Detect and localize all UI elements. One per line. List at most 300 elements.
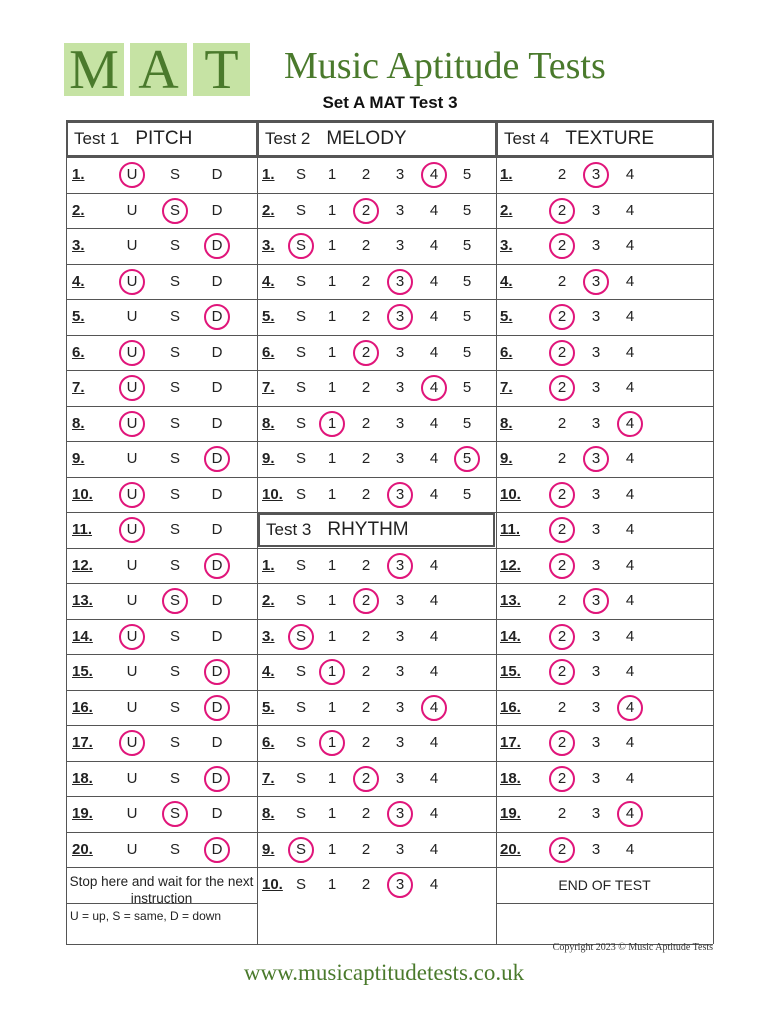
row-divider: [496, 654, 713, 655]
pitch-option-S[interactable]: S: [169, 734, 180, 751]
pitch-option-U-selected[interactable]: U: [119, 375, 145, 401]
row-divider: [257, 832, 496, 833]
row-divider: [496, 441, 713, 442]
melody-option-4[interactable]: 4: [429, 201, 439, 219]
pitch-option-S[interactable]: S: [169, 663, 180, 680]
rhythm-option-4[interactable]: 4: [429, 627, 439, 645]
rhythm-option-3[interactable]: 3: [395, 769, 405, 787]
rhythm-question-number: 7.: [262, 769, 275, 787]
melody-option-2[interactable]: 2: [361, 485, 371, 503]
pitch-option-U-selected[interactable]: U: [119, 730, 145, 756]
texture-question-number: 18.: [500, 769, 521, 787]
pitch-option-S[interactable]: S: [169, 769, 180, 787]
melody-option-1[interactable]: 1: [327, 450, 337, 467]
pitch-option-U-selected[interactable]: U: [119, 411, 145, 437]
pitch-option-D[interactable]: D: [211, 734, 223, 751]
pitch-option-D[interactable]: D: [211, 627, 223, 645]
test-label: MELODY: [326, 128, 407, 149]
melody-question-number: 6.: [262, 343, 275, 361]
pitch-option-U-selected[interactable]: U: [119, 482, 145, 508]
texture-option-2[interactable]: 2: [557, 414, 567, 432]
texture-option-4[interactable]: 4: [625, 379, 635, 396]
texture-option-3[interactable]: 3: [591, 379, 601, 396]
column-divider: [66, 120, 67, 944]
melody-option-3[interactable]: 3: [395, 343, 405, 361]
melody-option-S[interactable]: S: [295, 379, 306, 396]
rhythm-option-2[interactable]: 2: [361, 840, 371, 858]
texture-option-2-selected[interactable]: 2: [549, 659, 575, 685]
pitch-option-U[interactable]: U: [126, 698, 138, 716]
rhythm-option-2[interactable]: 2: [361, 556, 371, 574]
texture-option-3[interactable]: 3: [591, 343, 601, 361]
column-divider: [496, 120, 497, 944]
melody-option-1[interactable]: 1: [327, 237, 337, 254]
pitch-option-D-selected[interactable]: D: [204, 553, 230, 579]
pitch-option-U-selected[interactable]: U: [119, 340, 145, 366]
rhythm-option-1[interactable]: 1: [327, 805, 337, 822]
row-divider: [66, 264, 257, 265]
pitch-option-S[interactable]: S: [169, 450, 180, 467]
row-divider: [257, 548, 496, 549]
texture-option-4[interactable]: 4: [625, 734, 635, 751]
melody-option-2[interactable]: 2: [361, 166, 371, 183]
texture-option-4[interactable]: 4: [625, 237, 635, 254]
melody-option-S[interactable]: S: [295, 485, 306, 503]
pitch-question-number: 12.: [72, 556, 93, 574]
pitch-option-D[interactable]: D: [211, 805, 223, 822]
texture-question-number: 9.: [500, 450, 513, 467]
rhythm-option-1-selected[interactable]: 1: [319, 659, 345, 685]
pitch-option-S[interactable]: S: [169, 379, 180, 396]
melody-option-3[interactable]: 3: [395, 201, 405, 219]
rhythm-option-S[interactable]: S: [295, 769, 306, 787]
texture-question-number: 5.: [500, 308, 513, 325]
texture-option-3-selected[interactable]: 3: [583, 446, 609, 472]
rhythm-option-S[interactable]: S: [295, 592, 306, 609]
pitch-option-U[interactable]: U: [126, 556, 138, 574]
texture-option-3[interactable]: 3: [591, 734, 601, 751]
test-number: Test 2: [265, 129, 311, 148]
logo-letter-a: A: [130, 43, 187, 96]
pitch-option-U[interactable]: U: [126, 840, 138, 858]
rhythm-option-4[interactable]: 4: [429, 734, 439, 751]
rhythm-option-S[interactable]: S: [295, 734, 306, 751]
rhythm-option-3[interactable]: 3: [395, 734, 405, 751]
header-rhythm: [258, 513, 495, 547]
texture-option-3-selected[interactable]: 3: [583, 588, 609, 614]
rhythm-option-1[interactable]: 1: [327, 627, 337, 645]
melody-option-4-selected[interactable]: 4: [421, 162, 447, 188]
pitch-option-S[interactable]: S: [169, 627, 180, 645]
texture-option-2[interactable]: 2: [557, 450, 567, 467]
melody-option-3-selected[interactable]: 3: [387, 482, 413, 508]
pitch-option-S[interactable]: S: [169, 308, 180, 325]
texture-option-2-selected[interactable]: 2: [549, 730, 575, 756]
texture-option-2-selected[interactable]: 2: [549, 340, 575, 366]
rhythm-option-4[interactable]: 4: [429, 592, 439, 609]
melody-option-1[interactable]: 1: [327, 272, 337, 290]
rhythm-option-2[interactable]: 2: [361, 734, 371, 751]
texture-option-4[interactable]: 4: [625, 201, 635, 219]
texture-question-number: 20.: [500, 840, 521, 858]
pitch-option-D-selected[interactable]: D: [204, 695, 230, 721]
melody-option-5[interactable]: 5: [462, 414, 472, 432]
pitch-option-D-selected[interactable]: D: [204, 837, 230, 863]
texture-option-3-selected[interactable]: 3: [583, 162, 609, 188]
pitch-option-D[interactable]: D: [211, 414, 223, 432]
row-divider: [66, 761, 257, 762]
pitch-option-U-selected[interactable]: U: [119, 269, 145, 295]
row-divider: [496, 299, 713, 300]
melody-question-number: 8.: [262, 414, 275, 432]
melody-option-4[interactable]: 4: [429, 485, 439, 503]
texture-option-4[interactable]: 4: [625, 627, 635, 645]
pitch-option-S[interactable]: S: [169, 414, 180, 432]
texture-option-2[interactable]: 2: [557, 698, 567, 716]
rhythm-option-S[interactable]: S: [295, 698, 306, 716]
pitch-option-U[interactable]: U: [126, 592, 138, 609]
melody-option-5[interactable]: 5: [462, 485, 472, 503]
test-label: TEXTURE: [565, 128, 655, 149]
logo-letter-t: T: [193, 43, 250, 96]
melody-option-3[interactable]: 3: [395, 414, 405, 432]
melody-option-5-selected[interactable]: 5: [454, 446, 480, 472]
pitch-option-U[interactable]: U: [126, 308, 138, 325]
rhythm-option-3[interactable]: 3: [395, 663, 405, 680]
melody-option-1-selected[interactable]: 1: [319, 411, 345, 437]
rhythm-question-number: 2.: [262, 592, 275, 609]
pitch-option-U[interactable]: U: [126, 769, 138, 787]
melody-option-S[interactable]: S: [295, 272, 306, 290]
melody-option-5[interactable]: 5: [462, 308, 472, 325]
melody-option-4[interactable]: 4: [429, 414, 439, 432]
texture-option-4-selected[interactable]: 4: [617, 411, 643, 437]
pitch-option-D[interactable]: D: [211, 166, 223, 183]
melody-option-2[interactable]: 2: [361, 450, 371, 467]
texture-option-4[interactable]: 4: [625, 450, 635, 467]
header-pitch: [66, 121, 258, 157]
row-divider: [496, 370, 713, 371]
texture-option-2-selected[interactable]: 2: [549, 198, 575, 224]
texture-option-3-selected[interactable]: 3: [583, 269, 609, 295]
texture-question-number: 10.: [500, 485, 521, 503]
pitch-option-U-selected[interactable]: U: [119, 517, 145, 543]
rhythm-option-3[interactable]: 3: [395, 698, 405, 716]
texture-question-number: 8.: [500, 414, 513, 432]
row-divider: [257, 867, 496, 868]
pitch-option-D-selected[interactable]: D: [204, 446, 230, 472]
melody-option-S[interactable]: S: [295, 450, 306, 467]
rhythm-option-3-selected[interactable]: 3: [387, 553, 413, 579]
melody-option-3[interactable]: 3: [395, 379, 405, 396]
texture-option-4[interactable]: 4: [625, 840, 635, 858]
rhythm-option-S[interactable]: S: [295, 876, 306, 893]
melody-option-1[interactable]: 1: [327, 379, 337, 396]
texture-option-2[interactable]: 2: [557, 805, 567, 822]
melody-option-1[interactable]: 1: [327, 201, 337, 219]
texture-option-3[interactable]: 3: [591, 769, 601, 787]
texture-option-2-selected[interactable]: 2: [549, 766, 575, 792]
texture-option-2-selected[interactable]: 2: [549, 233, 575, 259]
melody-option-2[interactable]: 2: [361, 379, 371, 396]
rhythm-option-3[interactable]: 3: [395, 840, 405, 858]
melody-option-4-selected[interactable]: 4: [421, 375, 447, 401]
melody-option-4[interactable]: 4: [429, 237, 439, 254]
rhythm-option-4[interactable]: 4: [429, 556, 439, 574]
melody-option-S[interactable]: S: [295, 343, 306, 361]
texture-option-4[interactable]: 4: [625, 343, 635, 361]
rhythm-option-3[interactable]: 3: [395, 592, 405, 609]
rhythm-option-S[interactable]: S: [295, 556, 306, 574]
pitch-option-S[interactable]: S: [169, 272, 180, 290]
rhythm-option-3-selected[interactable]: 3: [387, 872, 413, 898]
rhythm-option-4[interactable]: 4: [429, 876, 439, 893]
row-divider: [496, 477, 713, 478]
melody-option-3[interactable]: 3: [395, 166, 405, 183]
rhythm-option-4[interactable]: 4: [429, 663, 439, 680]
rhythm-option-4-selected[interactable]: 4: [421, 695, 447, 721]
pitch-question-number: 16.: [72, 698, 93, 716]
texture-option-3[interactable]: 3: [591, 840, 601, 858]
rhythm-option-2[interactable]: 2: [361, 698, 371, 716]
row-divider: [66, 157, 257, 158]
melody-option-4[interactable]: 4: [429, 308, 439, 325]
header-texture: [496, 121, 714, 157]
copyright-notice: Copyright 2023 © Music Aptitude Tests: [552, 942, 713, 953]
rhythm-option-1[interactable]: 1: [327, 769, 337, 787]
pitch-option-S[interactable]: S: [169, 237, 180, 254]
melody-option-S[interactable]: S: [295, 166, 306, 183]
pitch-option-S[interactable]: S: [169, 840, 180, 858]
test-number: Test 1: [74, 129, 120, 148]
row-divider: [66, 477, 257, 478]
texture-option-4-selected[interactable]: 4: [617, 695, 643, 721]
texture-option-3[interactable]: 3: [591, 485, 601, 503]
rhythm-option-4[interactable]: 4: [429, 840, 439, 858]
row-divider: [257, 583, 496, 584]
row-divider: [496, 725, 713, 726]
melody-option-1[interactable]: 1: [327, 343, 337, 361]
melody-option-S[interactable]: S: [295, 201, 306, 219]
melody-option-2[interactable]: 2: [361, 308, 371, 325]
pitch-option-S[interactable]: S: [169, 343, 180, 361]
rhythm-option-1-selected[interactable]: 1: [319, 730, 345, 756]
texture-option-3[interactable]: 3: [591, 805, 601, 822]
row-divider: [66, 193, 257, 194]
pitch-option-S-selected[interactable]: S: [162, 198, 188, 224]
texture-option-3[interactable]: 3: [591, 521, 601, 538]
row-divider: [496, 761, 713, 762]
pitch-option-D-selected[interactable]: D: [204, 766, 230, 792]
pitch-option-U[interactable]: U: [126, 450, 138, 467]
rhythm-question-number: 1.: [262, 556, 275, 574]
pitch-question-number: 7.: [72, 379, 85, 396]
rhythm-question-number: 4.: [262, 663, 275, 680]
rhythm-option-4[interactable]: 4: [429, 805, 439, 822]
rhythm-option-S[interactable]: S: [295, 663, 306, 680]
pitch-option-S[interactable]: S: [169, 556, 180, 574]
melody-option-5[interactable]: 5: [462, 272, 472, 290]
texture-option-3[interactable]: 3: [591, 308, 601, 325]
rhythm-option-1[interactable]: 1: [327, 876, 337, 893]
melody-option-3-selected[interactable]: 3: [387, 269, 413, 295]
pitch-option-D[interactable]: D: [211, 521, 223, 538]
melody-option-S[interactable]: S: [295, 308, 306, 325]
rhythm-option-2-selected[interactable]: 2: [353, 766, 379, 792]
texture-option-3[interactable]: 3: [591, 201, 601, 219]
texture-option-2-selected[interactable]: 2: [549, 624, 575, 650]
pitch-option-D[interactable]: D: [211, 379, 223, 396]
rhythm-option-S[interactable]: S: [295, 805, 306, 822]
melody-option-2-selected[interactable]: 2: [353, 340, 379, 366]
pitch-option-D[interactable]: D: [211, 343, 223, 361]
texture-option-2-selected[interactable]: 2: [549, 482, 575, 508]
rhythm-option-1[interactable]: 1: [327, 840, 337, 858]
row-divider: [257, 761, 496, 762]
pitch-option-D-selected[interactable]: D: [204, 304, 230, 330]
rhythm-option-3[interactable]: 3: [395, 627, 405, 645]
pitch-option-S[interactable]: S: [169, 485, 180, 503]
website-url[interactable]: www.musicaptitudetests.co.uk: [243, 960, 525, 985]
pitch-option-U[interactable]: U: [126, 237, 138, 254]
row-divider: [257, 654, 496, 655]
rhythm-option-1[interactable]: 1: [327, 592, 337, 609]
row-divider: [496, 157, 713, 158]
row-divider: [257, 228, 496, 229]
rhythm-option-1[interactable]: 1: [327, 698, 337, 716]
texture-option-4[interactable]: 4: [625, 308, 635, 325]
rhythm-option-3-selected[interactable]: 3: [387, 801, 413, 827]
texture-option-3[interactable]: 3: [591, 698, 601, 716]
pitch-option-D[interactable]: D: [211, 272, 223, 290]
pitch-question-number: 3.: [72, 237, 85, 254]
melody-option-2[interactable]: 2: [361, 414, 371, 432]
pitch-option-D-selected[interactable]: D: [204, 233, 230, 259]
pitch-option-S[interactable]: S: [169, 166, 180, 183]
melody-option-1[interactable]: 1: [327, 166, 337, 183]
texture-option-3[interactable]: 3: [591, 556, 601, 574]
melody-option-1[interactable]: 1: [327, 308, 337, 325]
row-divider: [66, 406, 257, 407]
melody-option-5[interactable]: 5: [462, 343, 472, 361]
pitch-option-D[interactable]: D: [211, 201, 223, 219]
pitch-option-S-selected[interactable]: S: [162, 588, 188, 614]
melody-option-3-selected[interactable]: 3: [387, 304, 413, 330]
row-divider: [496, 193, 713, 194]
rhythm-question-number: 8.: [262, 805, 275, 822]
melody-option-5[interactable]: 5: [462, 166, 472, 183]
pitch-option-U[interactable]: U: [126, 663, 138, 680]
melody-option-4[interactable]: 4: [429, 343, 439, 361]
row-divider: [66, 228, 257, 229]
rhythm-option-2[interactable]: 2: [361, 805, 371, 822]
rhythm-option-2[interactable]: 2: [361, 663, 371, 680]
rhythm-option-2[interactable]: 2: [361, 627, 371, 645]
melody-option-3[interactable]: 3: [395, 450, 405, 467]
row-divider: [496, 903, 713, 904]
texture-option-3[interactable]: 3: [591, 237, 601, 254]
row-divider: [496, 228, 713, 229]
rhythm-option-1[interactable]: 1: [327, 556, 337, 574]
rhythm-option-4[interactable]: 4: [429, 769, 439, 787]
melody-option-5[interactable]: 5: [462, 237, 472, 254]
texture-option-4-selected[interactable]: 4: [617, 801, 643, 827]
texture-option-4[interactable]: 4: [625, 272, 635, 290]
texture-option-4[interactable]: 4: [625, 769, 635, 787]
melody-question-number: 5.: [262, 308, 275, 325]
melody-option-4[interactable]: 4: [429, 272, 439, 290]
row-divider: [66, 512, 257, 513]
pitch-option-U[interactable]: U: [126, 805, 138, 822]
melody-option-2-selected[interactable]: 2: [353, 198, 379, 224]
melody-option-5[interactable]: 5: [462, 379, 472, 396]
texture-option-2-selected[interactable]: 2: [549, 837, 575, 863]
pitch-option-S[interactable]: S: [169, 698, 180, 716]
pitch-question-number: 1.: [72, 166, 85, 183]
texture-option-4[interactable]: 4: [625, 521, 635, 538]
texture-option-2[interactable]: 2: [557, 166, 567, 183]
texture-option-2-selected[interactable]: 2: [549, 553, 575, 579]
pitch-question-number: 20.: [72, 840, 93, 858]
texture-option-2[interactable]: 2: [557, 592, 567, 609]
pitch-question-number: 4.: [72, 272, 85, 290]
melody-option-4[interactable]: 4: [429, 450, 439, 467]
pitch-option-D-selected[interactable]: D: [204, 659, 230, 685]
melody-option-5[interactable]: 5: [462, 201, 472, 219]
pitch-option-U-selected[interactable]: U: [119, 624, 145, 650]
melody-option-S-selected[interactable]: S: [288, 233, 314, 259]
melody-option-2[interactable]: 2: [361, 272, 371, 290]
texture-option-3[interactable]: 3: [591, 627, 601, 645]
texture-option-3[interactable]: 3: [591, 663, 601, 680]
rhythm-option-S-selected[interactable]: S: [288, 837, 314, 863]
pitch-option-D[interactable]: D: [211, 485, 223, 503]
texture-option-3[interactable]: 3: [591, 414, 601, 432]
texture-option-4[interactable]: 4: [625, 485, 635, 503]
pitch-option-U-selected[interactable]: U: [119, 162, 145, 188]
texture-question-number: 12.: [500, 556, 521, 574]
texture-option-2[interactable]: 2: [557, 272, 567, 290]
texture-option-4[interactable]: 4: [625, 556, 635, 574]
texture-option-2-selected[interactable]: 2: [549, 375, 575, 401]
row-divider: [257, 299, 496, 300]
rhythm-option-S-selected[interactable]: S: [288, 624, 314, 650]
texture-option-4[interactable]: 4: [625, 592, 635, 609]
pitch-option-D[interactable]: D: [211, 592, 223, 609]
pitch-option-S-selected[interactable]: S: [162, 801, 188, 827]
rhythm-option-2-selected[interactable]: 2: [353, 588, 379, 614]
melody-option-1[interactable]: 1: [327, 485, 337, 503]
test-label: PITCH: [135, 128, 193, 149]
test-number: Test 4: [504, 129, 550, 148]
row-divider: [66, 690, 257, 691]
row-divider: [257, 725, 496, 726]
melody-option-2[interactable]: 2: [361, 237, 371, 254]
pitch-option-U[interactable]: U: [126, 201, 138, 219]
pitch-option-S[interactable]: S: [169, 521, 180, 538]
melody-option-3[interactable]: 3: [395, 237, 405, 254]
texture-option-4[interactable]: 4: [625, 166, 635, 183]
texture-option-2-selected[interactable]: 2: [549, 517, 575, 543]
row-divider: [257, 796, 496, 797]
rhythm-option-2[interactable]: 2: [361, 876, 371, 893]
row-divider: [257, 477, 496, 478]
texture-option-4[interactable]: 4: [625, 663, 635, 680]
pitch-question-number: 13.: [72, 592, 93, 609]
texture-option-2-selected[interactable]: 2: [549, 304, 575, 330]
pitch-question-number: 10.: [72, 485, 93, 503]
melody-option-S[interactable]: S: [295, 414, 306, 432]
